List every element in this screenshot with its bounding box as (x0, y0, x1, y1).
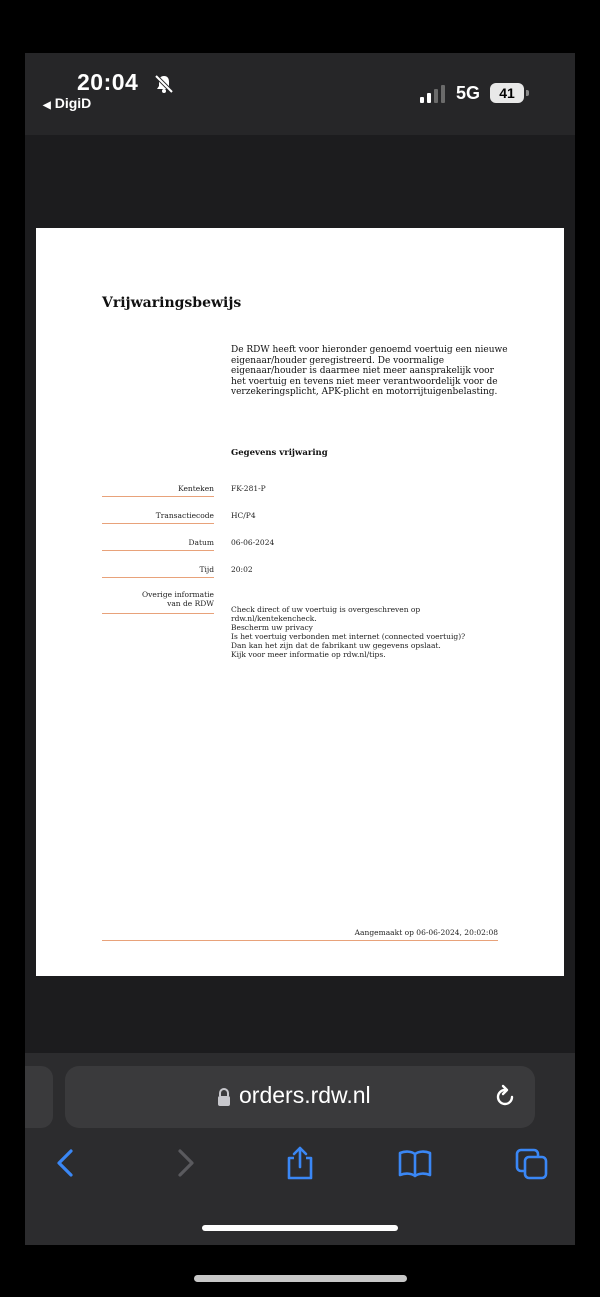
row-divider (102, 550, 214, 551)
bookmarks-icon[interactable] (398, 1145, 432, 1181)
back-icon[interactable] (49, 1145, 83, 1181)
status-time: 20:04 (77, 69, 139, 95)
other-info (231, 605, 511, 659)
share-icon[interactable] (283, 1145, 317, 1181)
tabs-icon[interactable] (515, 1145, 549, 1181)
back-triangle-icon: ◀ (43, 100, 51, 111)
row-divider (102, 496, 214, 497)
status-bar (25, 53, 575, 135)
row-label-kenteken: Kenteken (178, 484, 214, 493)
home-indicator[interactable] (202, 1225, 398, 1231)
lock-icon (217, 1087, 231, 1107)
signal-icon (420, 85, 446, 103)
row-value-tijd: 20:02 (231, 565, 253, 574)
battery-level: 41 (490, 83, 524, 103)
bell-slash-icon (153, 73, 175, 95)
other-label-line1: Overige informatie (142, 590, 214, 599)
battery-nub (526, 90, 529, 96)
previous-tab-preview[interactable] (25, 1066, 53, 1128)
row-value-transactiecode: HC/P4 (231, 511, 256, 520)
other-info-line: Bescherm uw privacy (231, 623, 313, 632)
other-info-line: Dan kan het zijn dat de fabrikant uw gegevens opslaat. (231, 641, 441, 650)
outer-home-indicator (194, 1275, 407, 1282)
other-info-line: rdw.nl/kentekencheck. (231, 614, 317, 623)
other-info-line: Kijk voor meer informatie op rdw.nl/tips. (231, 650, 386, 659)
row-divider (102, 523, 214, 524)
created-timestamp: Aangemaakt op 06-06-2024, 20:02:08 (354, 928, 498, 937)
row-label-transactiecode: Transactiecode (155, 511, 214, 520)
network-type: 5G (456, 83, 481, 103)
other-info-line: Check direct of uw voertuig is overgeschreven op (231, 605, 421, 614)
back-app-label: DigiD (54, 95, 92, 111)
pdf-page (36, 228, 564, 976)
row-label-tijd: Tijd (199, 565, 214, 574)
reload-icon[interactable] (492, 1084, 518, 1110)
battery-icon (490, 83, 530, 103)
section-title: Gegevens vrijwaring (231, 448, 328, 458)
phone-screen (25, 53, 575, 1245)
url-text: orders.rdw.nl (239, 1082, 371, 1108)
row-value-kenteken: FK-281-P (231, 484, 266, 493)
back-to-app-link[interactable] (43, 95, 91, 111)
other-label-line2: van de RDW (167, 599, 214, 608)
intro-text: De RDW heeft voor hieronder genoemd voertuig een nieuwe eigenaar/houder geregistreerd. De voormalige eigenaar/houder is daarmee niet meer aansprakelijk voor het voertuig en tevens niet meer verantwoordelijk voor de verzekeringsplicht, APK-plicht en motorrijtuigenbelasting. (231, 345, 508, 397)
row-value-datum: 06-06-2024 (231, 538, 275, 547)
row-divider (102, 613, 214, 614)
footer-divider (102, 940, 498, 941)
row-label-overige-informatie (102, 590, 214, 608)
forward-icon[interactable] (168, 1145, 202, 1181)
address-bar[interactable] (65, 1066, 535, 1128)
pdf-viewer[interactable] (25, 135, 575, 1053)
browser-toolbar (25, 1053, 575, 1245)
row-label-datum: Datum (188, 538, 214, 547)
document-title: Vrijwaringsbewijs (102, 295, 242, 311)
other-info-line: Is het voertuig verbonden met internet (connected voertuig)? (231, 632, 466, 641)
row-divider (102, 577, 214, 578)
